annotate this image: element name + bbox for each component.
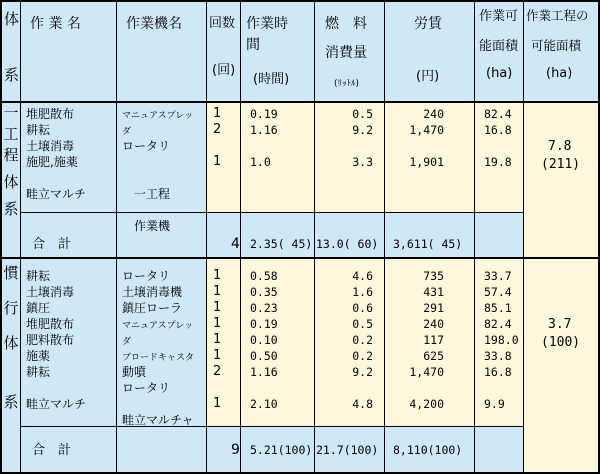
conventional-machines-small: マニュアスプレッ ダ ブロードキャスタ [122, 321, 195, 363]
col-divider-fuel [384, 0, 385, 474]
header-system-area-2: 可能面積 [531, 38, 582, 53]
conventional-machines-1: ロータリ 土壌消毒機 鎮圧ローラ [122, 269, 183, 315]
header-area-unit: (ha) [486, 66, 513, 81]
total-divider-one [20, 212, 523, 213]
total-divider-conv [20, 426, 523, 427]
conventional-fuels: 4.6 1.6 0.6 0.5 0.2 0.2 9.2 4.8 [352, 269, 373, 411]
col-divider-machine [206, 0, 207, 474]
header-system-area-unit: (ha) [546, 66, 573, 81]
header-count: 回数 [209, 16, 236, 31]
header-divider [0, 101, 600, 103]
header-time-unit: (時間) [253, 72, 290, 87]
conventional-total-wage: 8,110(100) [393, 443, 463, 457]
conventional-counts: 1 1 1 1 1 1 2 1 [213, 268, 222, 411]
area-bg-one [523, 212, 600, 258]
col-divider-count [240, 0, 241, 474]
header-work-name: 作 業 名 [30, 16, 81, 32]
conventional-total-fuel: 21.7(100) [316, 443, 379, 457]
header-wage: 労賃 [414, 16, 442, 32]
col-divider-time [314, 0, 315, 474]
conventional-total-time: 5.21(100) [250, 443, 313, 457]
header-system-bottom: 系 [4, 66, 20, 84]
one-process-machine-small: マニュアスプレッ ダ [122, 111, 194, 137]
total-bg-one [206, 212, 523, 258]
border-left [0, 0, 2, 474]
col-divider-system [20, 0, 21, 474]
conventional-system-area-ratio: (100) [541, 335, 581, 350]
one-process-machines: ロータリ 一工程 作業機 [122, 139, 171, 233]
one-process-total-time: 2.35( 45) [250, 237, 313, 251]
one-process-total-count: 4 [231, 236, 240, 252]
one-process-fuels: 0.5 9.2 3.3 [352, 107, 373, 169]
header-time: 作業時 [246, 16, 288, 32]
conventional-system-area: 3.7 [548, 317, 572, 332]
one-process-total-fuel: 13.0( 60) [316, 237, 379, 251]
header-area: 作業可 [479, 9, 519, 24]
conventional-total-label: 合 計 [32, 443, 72, 458]
header-system-area: 作業工程の [526, 8, 589, 23]
one-process-total-label: 合 計 [32, 237, 72, 252]
header-wage-unit: (円) [416, 69, 440, 84]
conventional-machines-2: 動噴 ロータリ 畦立マルチャ [122, 365, 194, 427]
header-area-2: 能面積 [479, 39, 519, 54]
header-fuel-2: 消費量 [325, 45, 367, 61]
header-count-unit: (回) [212, 63, 236, 78]
conventional-total-count: 9 [231, 442, 240, 458]
one-process-times: 0.19 1.16 1.0 [250, 107, 278, 169]
col-divider-work [116, 0, 117, 474]
conventional-work-names: 耕耘 土壌消毒 鎮圧 堆肥散布 肥料散布 施薬 耕耘 畦立マルチ [26, 269, 87, 411]
header-machine: 作業機名 [126, 16, 182, 32]
one-process-counts: 1 2 1 [213, 106, 222, 169]
section-divider [0, 257, 600, 259]
conventional-areas: 33.7 57.4 85.1 82.4 198.0 33.8 16.8 9.9 [484, 269, 519, 411]
border-top [0, 0, 600, 2]
header-time-2: 間 [246, 37, 260, 53]
col-divider-area [523, 0, 524, 474]
conventional-wages: 735 431 291 240 117 625 1,470 4,200 [409, 269, 444, 411]
one-process-system-area-ratio: (211) [541, 157, 581, 172]
one-process-work-names: 堆肥散布 耕耘 土壌消毒 施肥,施薬 畦立マルチ [26, 107, 87, 201]
one-process-total-wage: 3,611( 45) [393, 237, 463, 251]
one-process-system-area: 7.8 [548, 139, 572, 154]
area-bg-conv [523, 426, 600, 474]
conventional-times: 0.58 0.35 0.23 0.19 0.10 0.50 1.16 2.10 [250, 269, 278, 411]
one-process-areas: 82.4 16.8 19.8 [484, 107, 512, 169]
col-divider-wage [474, 0, 475, 474]
one-process-wages: 240 1,470 1,901 [409, 107, 444, 169]
header-system-top: 体 [4, 10, 20, 28]
header-fuel-unit: (ﾘｯﾄﾙ) [334, 79, 360, 89]
one-process-system-label: 一 工 程 体 系 [3, 104, 19, 218]
header-fuel: 燃 料 [325, 16, 367, 32]
conventional-system-label: 慣 行 体 系 [3, 264, 19, 411]
